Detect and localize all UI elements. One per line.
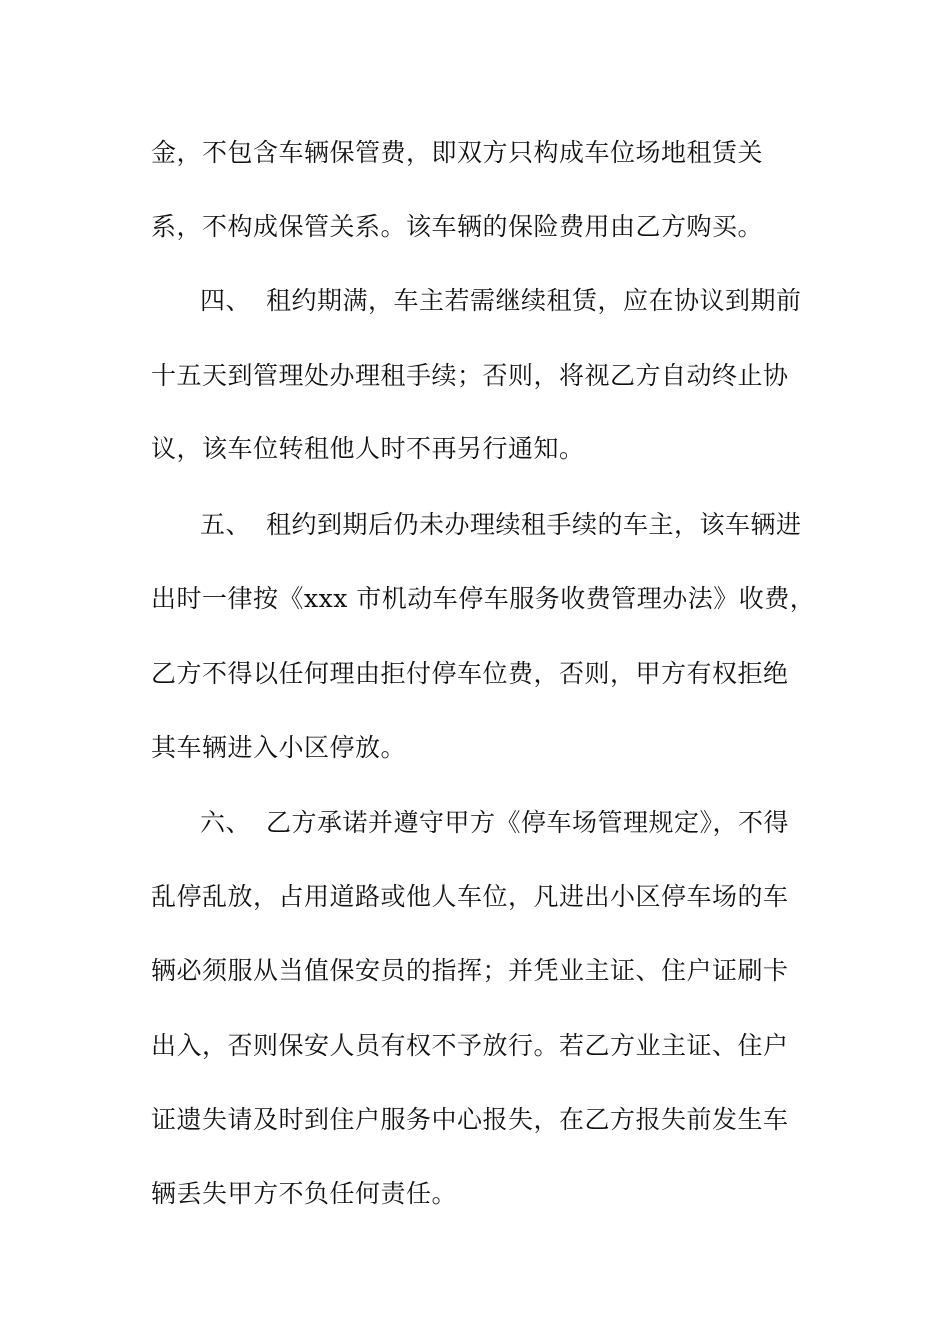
clause-text: 租约到期后仍未办理续租手续的车主，该车辆进 — [266, 510, 802, 539]
clause-text: 租约期满，车主若需继续租赁，应在协议到期前 — [266, 286, 802, 315]
clause-number: 六、 — [200, 808, 252, 837]
body-text-line: 出时一律按《xxx 市机动车停车服务收费管理办法》收费， — [151, 584, 816, 613]
body-text-line: 系，不构成保管关系。该车辆的保险费用由乙方购买。 — [151, 212, 764, 241]
body-text-line: 十五天到管理处办理租手续；否则，将视乙方自动终止协 — [151, 361, 789, 390]
body-text-line: 辆丢失甲方不负任何责任。 — [151, 1179, 458, 1208]
clause-five-first-line — [200, 505, 802, 545]
clause-six-first-line — [200, 803, 789, 843]
clause-four-first-line — [200, 281, 802, 321]
body-text-line: 辆必须服从当值保安员的指挥；并凭业主证、住户证刷卡 — [151, 956, 789, 985]
clause-number: 五、 — [200, 510, 252, 539]
body-text-line: 乱停乱放，占用道路或他人车位，凡进出小区停车场的车 — [151, 882, 789, 911]
clause-text: 乙方承诺并遵守甲方《停车场管理规定》，不得 — [266, 808, 790, 837]
body-text-line: 出入，否则保安人员有权不予放行。若乙方业主证、住户 — [151, 1031, 789, 1060]
body-text-line: 其车辆进入小区停放。 — [151, 733, 407, 762]
body-text-line: 证遗失请及时到住户服务中心报失，在乙方报失前发生车 — [151, 1105, 789, 1134]
body-text-line: 金，不包含车辆保管费，即双方只构成车位场地租赁关 — [151, 138, 764, 167]
body-text-line: 乙方不得以任何理由拒付停车位费，否则，甲方有权拒绝 — [151, 659, 789, 688]
clause-number: 四、 — [200, 286, 252, 315]
body-text-line: 议，该车位转租他人时不再另行通知。 — [151, 434, 585, 463]
